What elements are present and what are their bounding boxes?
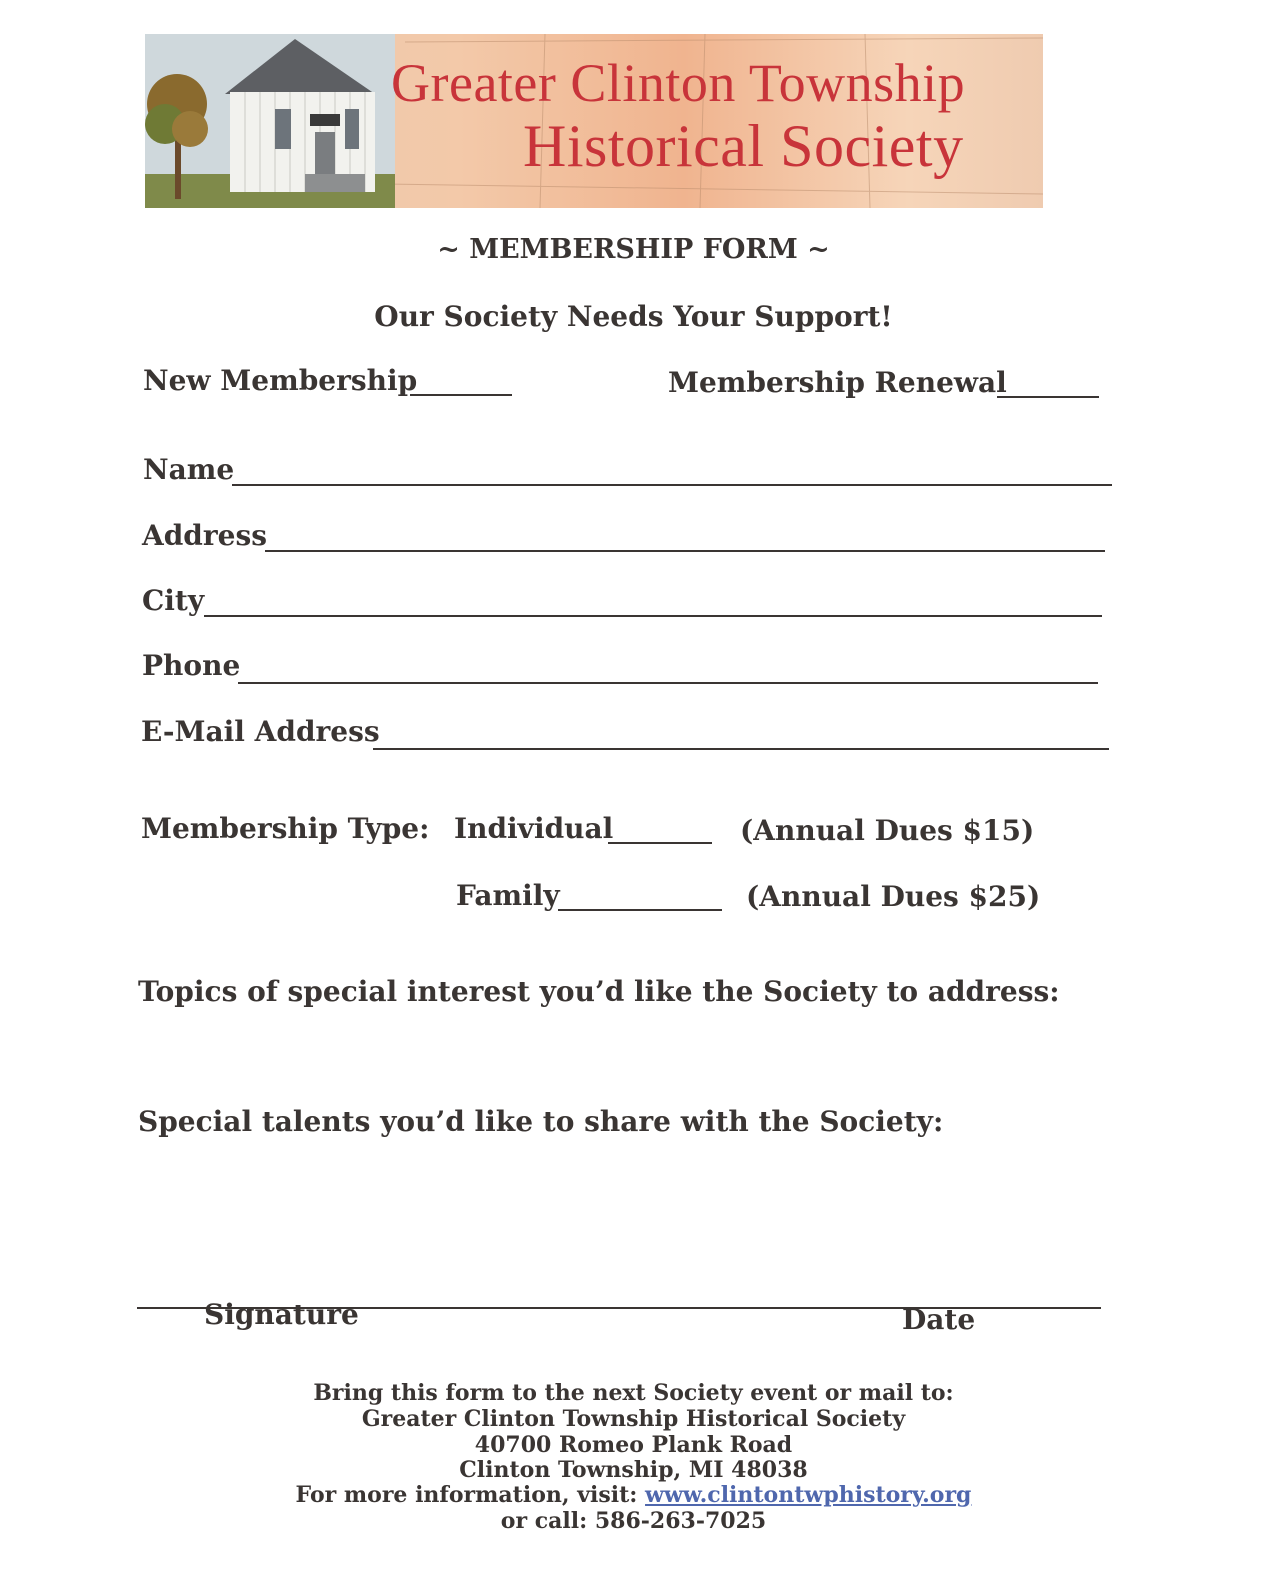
header-banner (145, 34, 1043, 208)
email-label: E-Mail Address (141, 715, 380, 748)
footer-line5 (0, 1482, 1267, 1508)
talents-prompt: Special talents you’d like to share with the Society: (138, 1105, 944, 1138)
name-field[interactable] (232, 484, 1112, 486)
membership-type-label: Membership Type: (141, 812, 430, 845)
city-label: City (142, 584, 205, 617)
email-field[interactable] (373, 748, 1109, 750)
website-link[interactable]: www.clintontwphistory.org (645, 1482, 972, 1508)
family-blank[interactable] (558, 909, 722, 911)
name-label: Name (143, 453, 235, 486)
banner-title-line2: Historical Society (523, 113, 964, 179)
membership-renewal-blank[interactable] (997, 396, 1099, 398)
form-title: ~ MEMBERSHIP FORM ~ (437, 234, 830, 265)
footer-line1: Bring this form to the next Society event or mail to: (313, 1380, 954, 1406)
new-membership-label: New Membership (143, 364, 418, 397)
phone-field[interactable] (238, 682, 1098, 684)
banner-title-line1: Greater Clinton Township (391, 53, 966, 113)
city-field[interactable] (204, 615, 1102, 617)
date-label: Date (902, 1303, 976, 1336)
individual-dues: (Annual Dues $15) (740, 814, 1035, 847)
individual-blank[interactable] (608, 842, 712, 844)
footer-line2: Greater Clinton Township Historical Society (361, 1406, 906, 1432)
address-field[interactable] (265, 550, 1105, 552)
membership-renewal-label: Membership Renewal (668, 366, 1007, 399)
footer-line3: 40700 Romeo Plank Road (474, 1432, 793, 1458)
footer-visit-text: For more information, visit: (295, 1482, 646, 1508)
individual-label: Individual (454, 812, 614, 845)
address-label: Address (142, 519, 267, 552)
phone-label: Phone (142, 649, 241, 682)
footer-line6: or call: 586-263-7025 (500, 1508, 767, 1534)
form-subtitle: Our Society Needs Your Support! (374, 300, 893, 333)
family-label: Family (456, 879, 560, 912)
new-membership-blank[interactable] (410, 394, 512, 396)
signature-label: Signature (204, 1298, 359, 1331)
family-dues: (Annual Dues $25) (746, 880, 1041, 913)
topics-prompt: Topics of special interest you’d like the Society to address: (138, 975, 1060, 1008)
footer-line4: Clinton Township, MI 48038 (459, 1457, 808, 1483)
